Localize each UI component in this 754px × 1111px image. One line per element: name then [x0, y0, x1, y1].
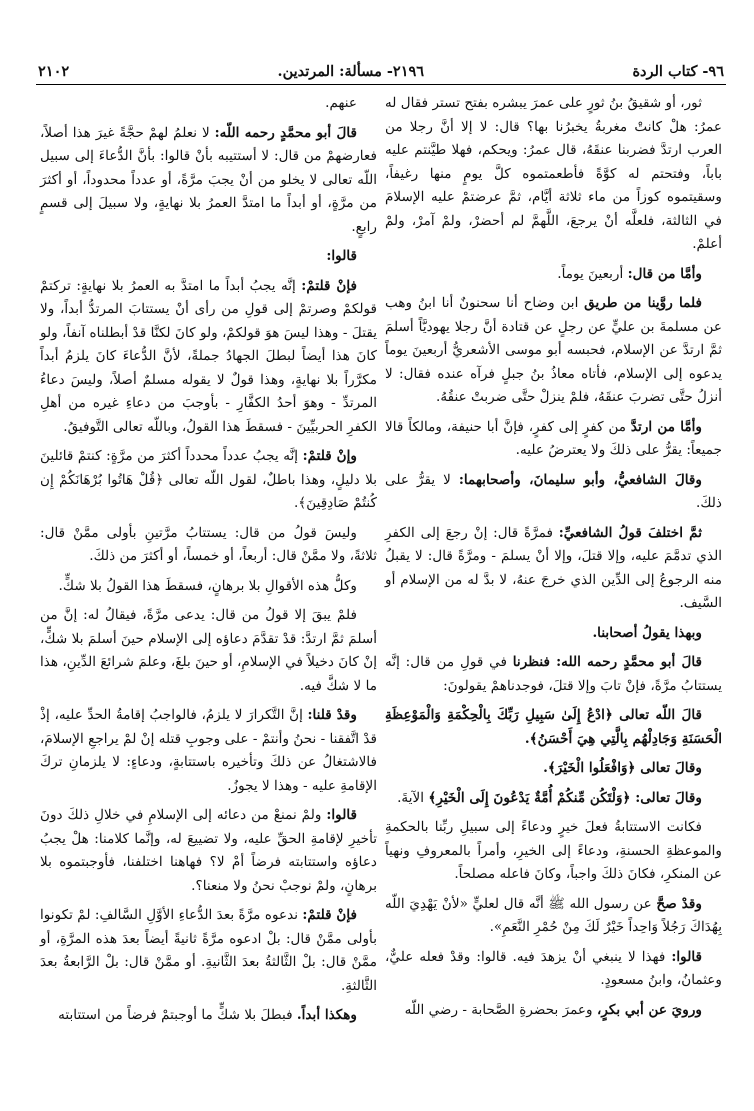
paragraph [385, 622, 722, 646]
paragraph-lead: وقالَ الشافعيُّ، وأبو سليمانَ، وأصحابهما: [458, 471, 702, 488]
paragraph-text: عن رسول الله ﷺ أنَّه قال لعليٍّ «لأنْ يَهْدِيَ اللّه بِهُدَاكَ رَجُلاً وَاحِداً خَيْرٌ لَكَ مِنْ حُمْرِ النَّعَمِ». [385, 895, 722, 935]
paragraph [40, 122, 377, 240]
paragraph [40, 704, 377, 798]
paragraph-text: إنَّه يجبُ أبداً ما امتدَّ به العمرُ بلا نهايةٍ: تركتمْ قولكمْ وصرتمْ إلى قولِ من رأى أنْ يستتابَ المرتدُّ أبداً، ولا يقتلَ - وهذا ليسَ هوَ قولكمْ، ولو كانَ لكنَّا قدْ أبطلناه آنفاً، ولو كانَ هذا أيضاً لبطلَ الجهادُ جملةً، لأنَّ الدُّعاءَ كانَ يلزمُ أبداً مكرَّراً بلا نهايةٍ، وهذا قولٌ لا يقوله مسلمٌ أصلاً، وليسَ دعاءُ المرتدِّ - وهوَ أحدُ الكفَّارِ - بأوجبَ من دعاءِ غيره من أهلِ الكفرِ الحربيِّينَ - فسقطَ هذا القولُ، وباللّه تعالى التَّوفيقُ. [40, 277, 377, 435]
paragraph-lead: وأمَّا من ارتدَّ [630, 418, 702, 435]
paragraph-lead: وإنْ قلتمْ: [302, 448, 357, 464]
paragraph [40, 245, 377, 269]
paragraph [385, 522, 722, 616]
paragraph-lead: وقالَ تعالى ﴿وَافْعَلُوا الْخَيْرَ﴾. [543, 760, 702, 776]
paragraph-lead: وبهذا يقولُ أصحابنا. [592, 624, 702, 641]
paragraph [40, 904, 377, 998]
paragraph [40, 445, 377, 516]
paragraph [40, 575, 377, 599]
page-number: ٢١٠٢ [38, 62, 70, 80]
paragraph-lead: قالوا: [326, 807, 357, 823]
paragraph [385, 787, 722, 811]
paragraph [40, 92, 377, 116]
paragraph [40, 522, 377, 569]
paragraph-lead: وقالَ تعالى: ﴿وَلْتَكُن مِّنكُمْ أُمَّةٌ يَدْعُونَ إِلَى الْخَيْرِ﴾ [428, 789, 702, 806]
paragraph-text: ندعوه مرَّةً بعدَ الدُّعاءِ الأوَّلِ السَّالفِ: لمْ تكونوا بأولى ممَّنْ قال: بلْ ادعوه مرَّةً ثانيةً أيضاً بعدَ هذه المرَّةِ، أو ممَّنْ قال: بلْ الثَّالثةُ بعدَ الثَّانيةِ. أو ممَّنْ قال: بلْ الرَّابعةُ بعدَ الثَّالثةِ. [40, 907, 377, 994]
paragraph-text: ولمْ نمنعْ من دعائه إلى الإسلامِ في خلالِ ذلكَ دونَ تأخيرِ لإقامةِ الحقِّ عليه، ولا تضييعَ له، وإنَّما كلامنا: هلْ يجبُ دعاؤه واستتابته فرضاً أمْ لا؟ فهاهنا اختلفنا، فأوجبتموه بلا برهانٍ، ولمْ نوجبْ نحنُ ولا منعنا؟. [40, 807, 377, 894]
paragraph-lead: وقدْ قلنا: [307, 707, 357, 723]
paragraph-text: فبطلَ بلا شكٍّ ما أوجبتمْ فرضاً من استتابته [58, 1007, 297, 1023]
paragraph-lead: فلما روَّينا من طريق [584, 295, 702, 311]
paragraph [385, 893, 722, 940]
paragraph-text: وكلُّ هذه الأقوالِ بلا برهانٍ، فسقطَ هذا القولُ بلا شكٍّ. [58, 577, 357, 594]
paragraph-lead: فإنْ قلتمْ: [302, 907, 357, 923]
page-header [38, 58, 724, 84]
paragraph-text: ثور، أو شقيقُ بنُ ثورٍ على عمرَ يبشره بفتح تستر فقال له عمرُ: هلْ كانتْ مغربةُ يخبرُنا بها؟ قال: لا إلا أنَّ رجلا من العرب ارتدَّ فضربنا عنقَهُ، قال عمرُ: ويحكم، فهلا طيَّنتم عليه باباً، وفتحتم له كوَّةً فأطعمتموه كلَّ يومٍ منها رغيفاً، وسقيتموه كوزاً من ماء ثلاثة أيَّام، ثمَّ عرضتمْ عليه الإسلامَ في الثالثة، فلعلَّه أنْ يرجعَ، اللَّهمَّ لم أحضرْ، ولمْ آمرْ، ولمْ أعلمْ. [385, 95, 722, 252]
paragraph-text: لا نعلمُ لهمْ حجَّةً غيرَ هذا أصلاً، فعارضهمْ من قال: لا أستتيبه بأنْ قالوا: بأنَّ الدُّعاءَ إلى سبيل اللّه تعالى لا يخلو من أنْ يجبَ مرَّةً، أو عدداً محدوداً، أو أكثرَ من مرَّةٍ، أو أبداً ما امتدَّ العمرُ بلا نهايةٍ، ولا سبيلَ إلى قسمٍ رابعٍ. [40, 124, 377, 235]
paragraph [385, 263, 722, 287]
paragraph-text: فكانت الاستتابةُ فعلَ خيرٍ ودعاءً إلى سبيلِ ربِّنا بالحكمةِ والموعظةِ الحسنةِ، ودعاءً إلى الخيرِ، وأمراً بالمعروفِ ونهياً عن المنكرِ، فكانَ ذلكَ واجباً، وكانَ فاعله مصلحاً. [385, 819, 722, 882]
paragraph [385, 757, 722, 781]
paragraph [385, 704, 722, 751]
paragraph [385, 416, 722, 463]
paragraph-text: عنهم. [325, 95, 357, 111]
paragraph [385, 999, 722, 1023]
paragraph [40, 604, 377, 698]
paragraph-text: من كفرٍ إلى كفرٍ، فإنَّ أبا حنيفة، ومالكاً قالا جميعاً: يقرُّ على ذلكَ ولا يعترضُ عليه. [385, 418, 722, 458]
paragraph-text: أربعينَ يوماً. [557, 265, 628, 282]
header-chapter: ٩٦- كتاب الردة [632, 62, 724, 80]
header-section: ٢١٩٦- مسألة: المرتدين. [277, 62, 425, 80]
paragraph-lead: وقدْ صحَّ [656, 895, 702, 912]
header-rule [36, 84, 726, 85]
paragraph-lead: ورويَ عن أبي بكرٍ، [596, 1001, 702, 1018]
paragraph-lead: قالوا: [671, 948, 702, 965]
paragraph-text: وعمرَ بحضرةِ الصَّحابة - رضي اللّه [404, 1001, 597, 1018]
paragraph [385, 946, 722, 993]
paragraph-text: في قولِ من قال: إنَّه يستتابُ مرَّةً، فإنْ تابَ وإلا قتلَ، فوجدناهمْ يقولونَ: [385, 654, 722, 694]
paragraph-text: إنَّ التَّكرارَ لا يلزمُ، فالواجبُ إقامةُ الحدِّ عليه، إذْ قدْ اتَّفقنا - نحنُ وأنتمْ - على وجوبِ قتله إنْ لمْ يراجعِ الإسلامَ، فالاشتغالُ عن ذلكَ وتأخيره باستتابةٍ، ودعاءٍ: لا يلزمانِ تركَ الإقامةِ عليه - وهذا لا يجوزُ. [39, 707, 377, 794]
paragraph-lead: قالَ اللّه تعالى ﴿ادْعُ إِلَىٰ سَبِيلِ رَبِّكَ بِالْحِكْمَةِ وَالْمَوْعِظَةِ الْحَسَنَةِ وَجَادِلْهُم بِالَّتِي هِيَ أَحْسَنُ﴾. [385, 707, 722, 747]
paragraph-text: لا يقرُّ على ذلكَ. [385, 471, 722, 511]
paragraph-text: فهذا لا ينبغي أنْ يزهدَ فيه. قالوا: وقدْ فعله عليٌّ، وعثمانُ، وابنُ مسعودٍ. [385, 948, 722, 988]
paragraph-lead: ثمَّ اختلفَ قولُ الشافعيِّ: [558, 524, 702, 541]
paragraph-text: الآيةَ. [397, 789, 429, 806]
paragraph-text: فلمْ يبقَ إلا قولُ من قال: يدعى مرَّةً، فيقالُ له: إنَّ من أسلمَ ثمَّ ارتدَّ: قدْ تقدَّمَ دعاؤه إلى الإسلام حينَ أسلمَ بلا شكٍّ، إنْ كانَ دخيلاً في الإسلامِ، أو حينَ بلغَ، وعلمَ شرائعَ الدِّينِ، هذا ما لا شكَّ فيه. [40, 607, 377, 694]
paragraph [385, 469, 722, 516]
paragraph [385, 816, 722, 887]
paragraph-text: إنَّه يجبُ عدداً محدداً أكثرَ من مرَّةٍ: كنتمْ قائلينَ بلا دليلٍ، وهذا باطلٌ، لقول اللّه تعالى ﴿قُلْ هَاتُوا بُرْهَانَكُمْ إِن كُنتُمْ صَادِقِينَ﴾. [40, 448, 377, 511]
paragraph-lead: قالَ أبو محمَّدٍ رحمه الله: فنظرنا [512, 654, 702, 670]
paragraph-text: ابن وضاح أنا سحنونٌ أنا ابنُ وهب عن مسلمةَ بن عليٍّ عن رجلٍ عن قتادة أنَّ رجلا يهوديَّاً أسلمَ ثمَّ ارتدَّ عن الإسلام، فحبسه أبو موسى الأشعريُّ أربعينَ يوماً يدعوه إلى الإسلام، فأتاه معاذُ بنُ جبلٍ فرآه عنده فقال: لا أنزلُ حتَّى تضربَ عنقَهُ، فلمْ ينزلْ حتَّى ضربتْ عنقُهُ. [385, 295, 722, 405]
paragraph-lead: وهكذا أبداً. [296, 1007, 357, 1023]
paragraph-lead: فإنْ قلتمْ: [301, 277, 357, 294]
paragraph-lead: قالوا: [326, 248, 357, 264]
paragraph [40, 275, 377, 440]
paragraph [40, 1004, 377, 1028]
left-column [40, 92, 377, 1034]
paragraph [40, 804, 377, 898]
paragraph-lead: قالَ أبو محمَّدٍ رحمه اللّه: [214, 124, 357, 141]
paragraph-text: وليسَ قولُ من قال: يستتابُ مرَّتينِ بأولى ممَّنْ قال: ثلاثةً، ولا ممَّنْ قال: أربعاً، أو خمساً، أو أكثرَ من ذلكَ. [40, 524, 377, 564]
paragraph [385, 292, 722, 410]
right-column [385, 92, 722, 1028]
paragraph-lead: وأمَّا من قال: [627, 265, 702, 282]
paragraph [385, 651, 722, 698]
paragraph [385, 92, 722, 257]
paragraph-text: فمرَّةً قال: إنْ رجعَ إلى الكفرِ الذي تدمَّمَ عليه، وإلا قتلَ، وإلا أنْ يسلمَ - ومرَّةً قال: لا يقبلُ منه الرجوعُ إلى الدِّين الذي خرجَ عنهُ، لا بدَّ له من الإسلام أو السَّيف. [385, 524, 722, 611]
